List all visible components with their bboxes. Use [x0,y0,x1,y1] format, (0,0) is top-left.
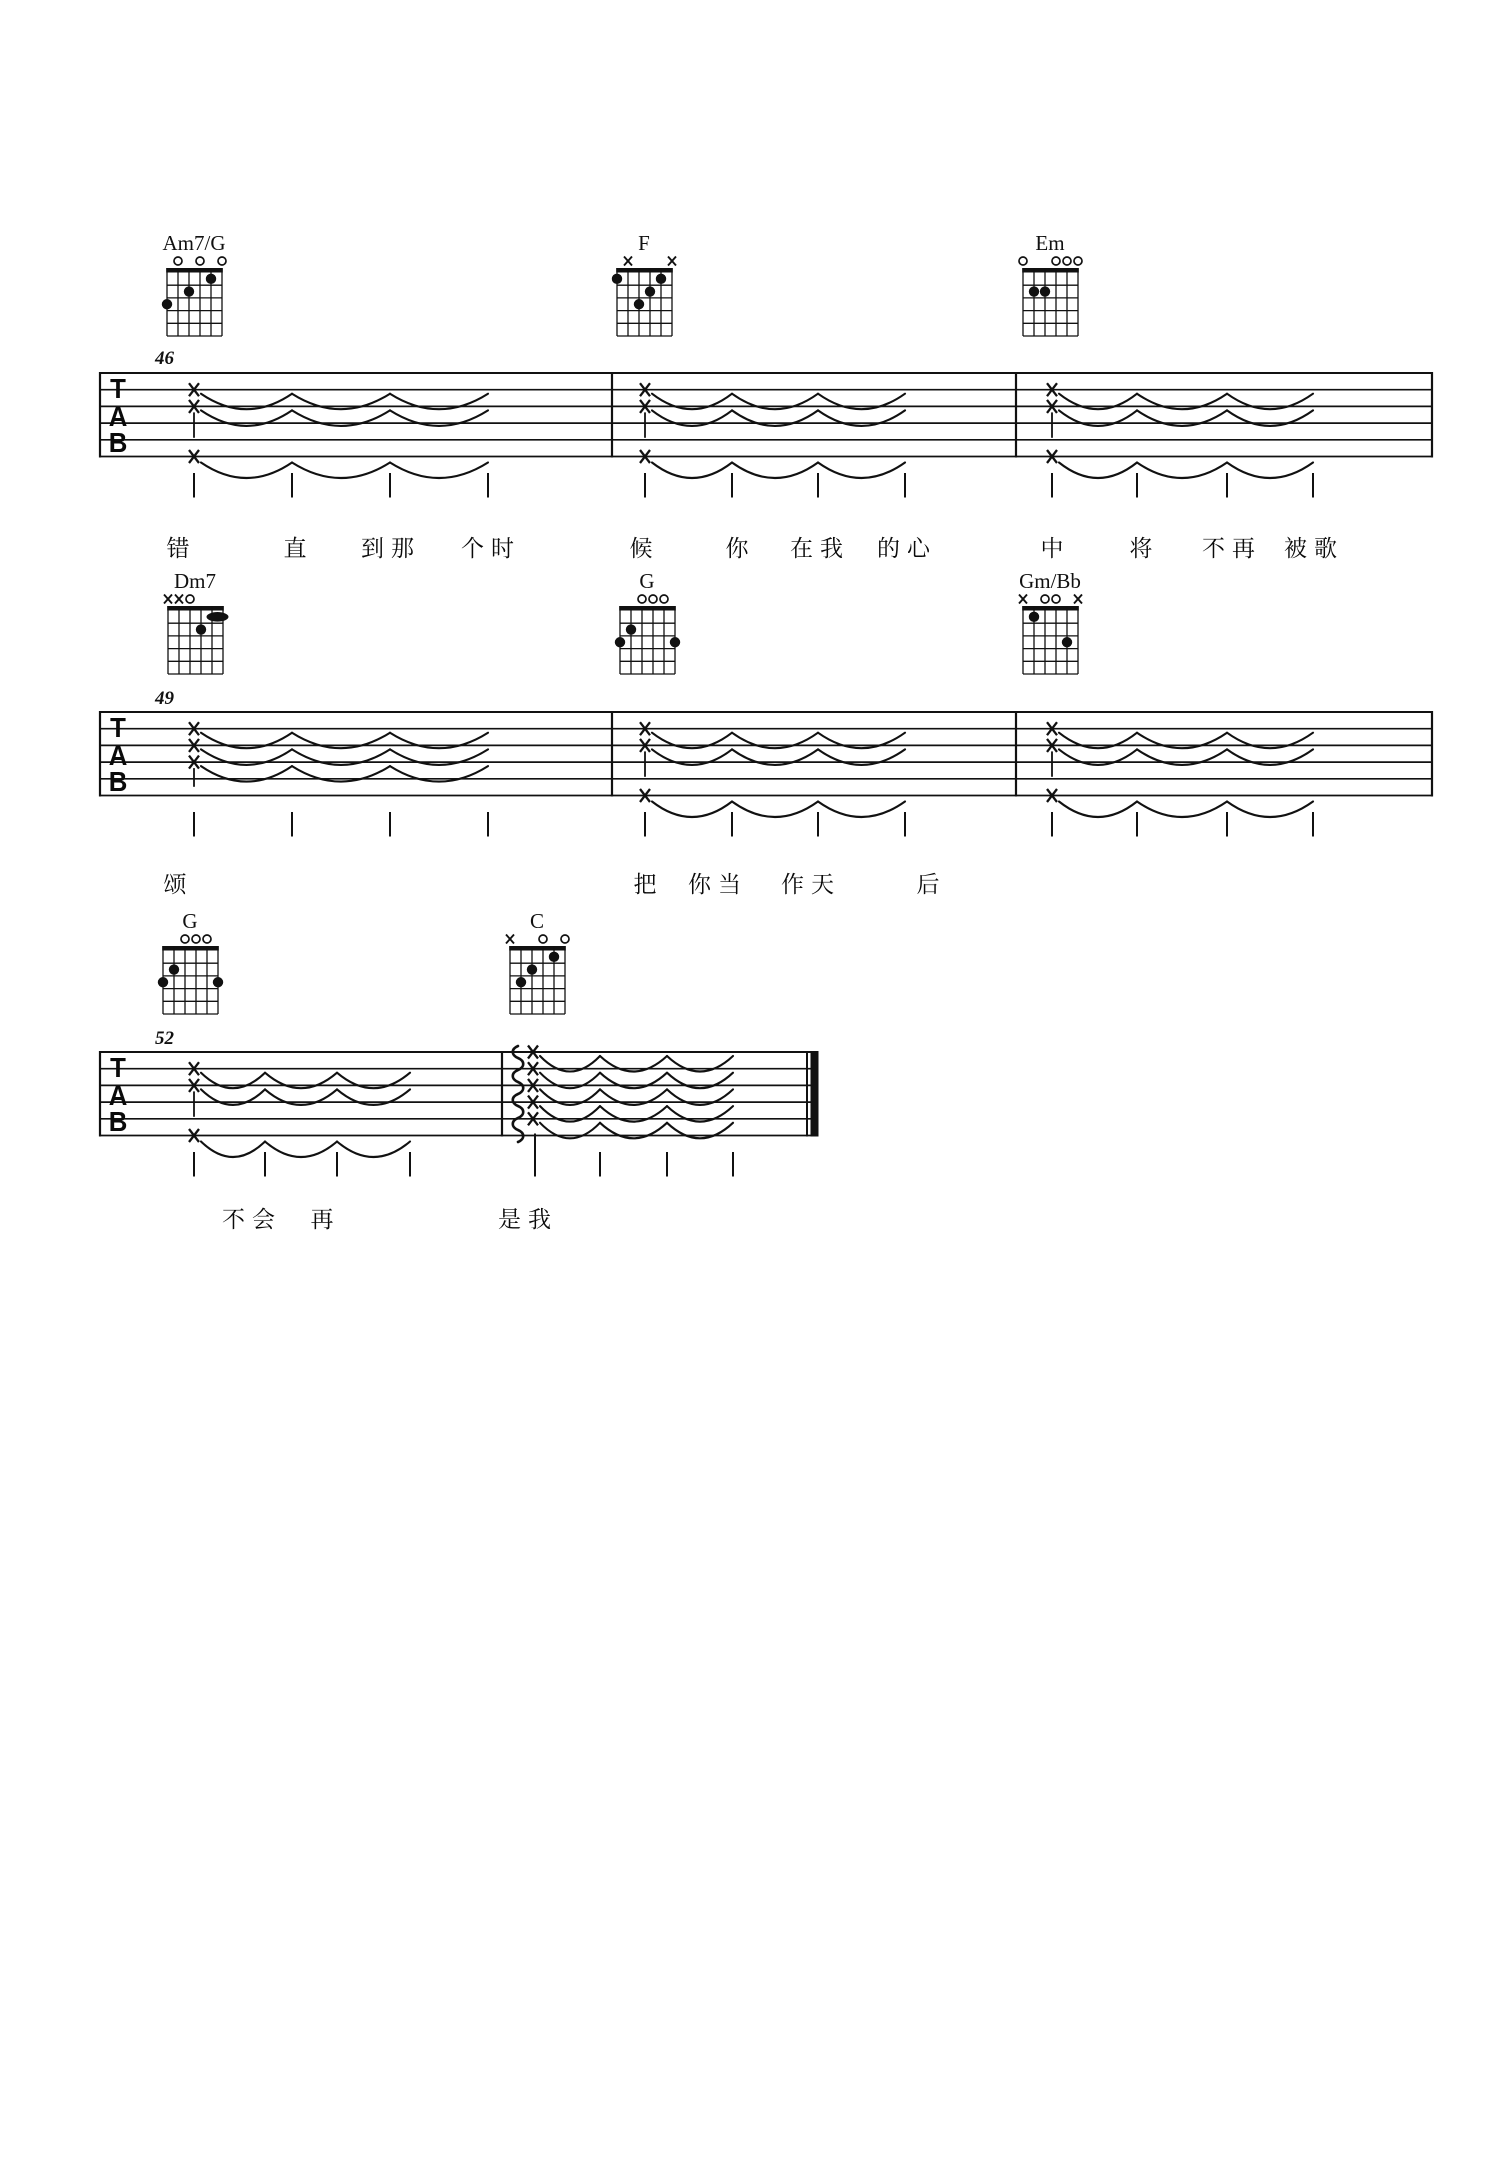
tab-clef-letter: T [110,712,126,743]
lyric: 颂 [163,872,187,897]
lyric: 是我 [498,1207,558,1232]
tab-clef-letter: T [110,373,126,404]
lyric: 的心 [877,536,937,561]
tab-clef-letter: B [108,427,128,458]
tab-clef-letter: B [108,766,128,797]
lyric: 你 [725,536,749,561]
lyric: 中 [1040,536,1064,561]
measure-number: 49 [155,688,174,709]
lyric: 你当 [688,872,748,897]
chord-label: Gm/Bb [1019,569,1081,593]
chord-label: F [638,231,650,255]
tab-clef-letter: A [108,740,128,771]
chord-label: G [182,909,198,933]
lyric: 不再 [1202,536,1262,561]
chord-label: Dm7 [174,569,216,593]
tab-clef-letter: A [108,401,128,432]
tab-clef-letter: B [108,1106,128,1137]
chord-label: Em [1035,231,1065,255]
lyric: 不会 [222,1207,282,1232]
measure-number: 52 [155,1028,174,1049]
tab-clef-letter: A [108,1080,128,1111]
tab-clef-letter: T [110,1052,126,1083]
lyric: 在我 [790,536,850,561]
chord-label: C [529,909,545,933]
lyric: 个时 [461,536,521,561]
chord-label: G [639,569,655,593]
lyric: 后 [916,872,940,897]
lyric: 把 [633,872,657,897]
measure-number: 46 [155,348,174,369]
lyric: 作天 [781,872,841,897]
lyric: 再 [310,1207,334,1232]
lyric: 到那 [361,536,421,561]
lyric: 被歌 [1284,536,1344,561]
chord-label: Am7/G [162,231,226,255]
lyric: 候 [629,536,653,561]
lyric: 错 [166,536,190,561]
lyric: 将 [1129,536,1153,561]
lyric: 直 [283,536,307,561]
